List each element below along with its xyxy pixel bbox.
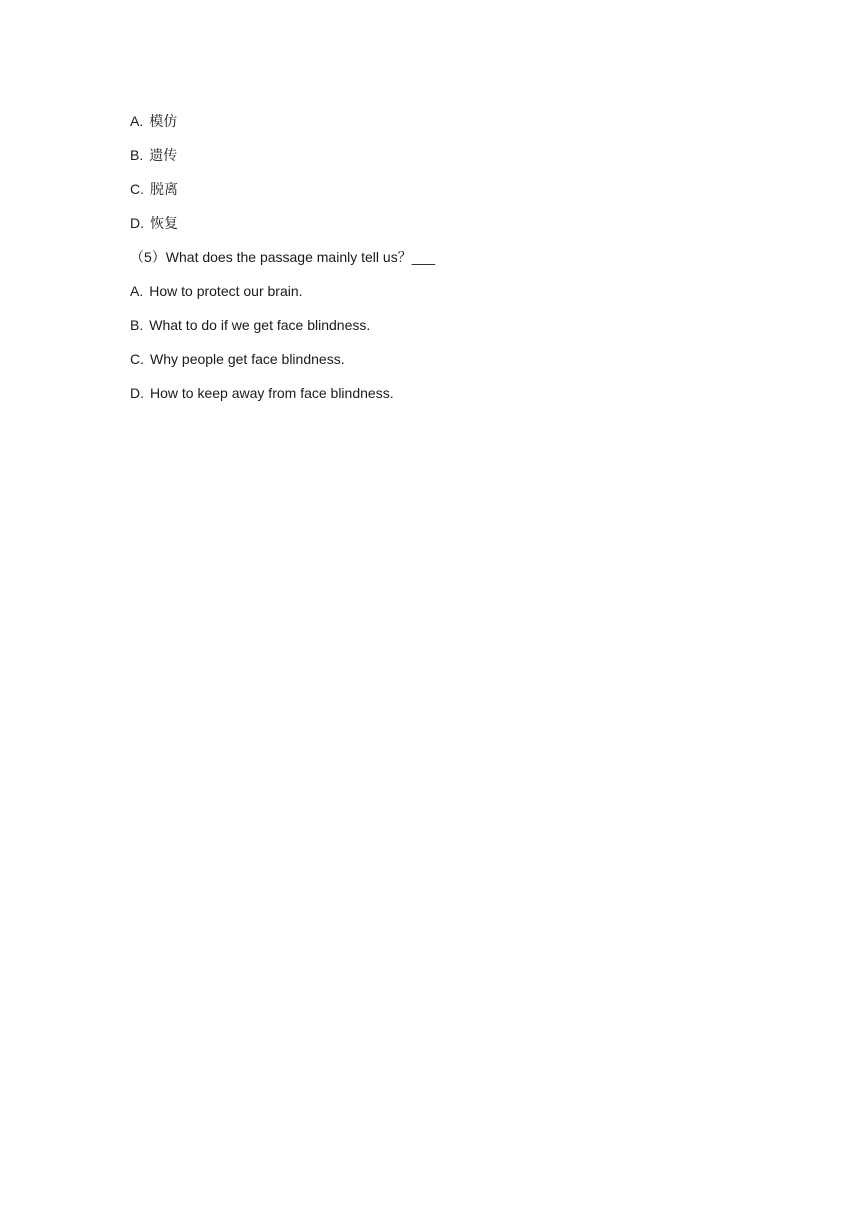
option-separator: . bbox=[139, 113, 144, 129]
option-letter: D bbox=[130, 385, 141, 401]
option-text: What to do if we get face blindness. bbox=[149, 317, 371, 333]
option-separator: . bbox=[140, 215, 145, 231]
option-text: 遗传 bbox=[149, 148, 178, 164]
option-text: 恢复 bbox=[150, 216, 179, 232]
option-letter: A bbox=[130, 283, 140, 299]
option-separator: . bbox=[140, 351, 145, 367]
option-letter: A bbox=[130, 113, 140, 129]
option-separator: . bbox=[140, 385, 145, 401]
option-text: 脱离 bbox=[150, 182, 179, 198]
option-d bbox=[130, 212, 750, 234]
option-separator: . bbox=[139, 147, 144, 163]
q5-option-c bbox=[130, 348, 750, 370]
option-letter: B bbox=[130, 147, 140, 163]
question-5-stem bbox=[130, 246, 750, 268]
option-text: 模仿 bbox=[149, 114, 178, 130]
option-text: How to keep away from face blindness. bbox=[150, 385, 394, 401]
option-separator: . bbox=[140, 181, 145, 197]
option-letter: B bbox=[130, 317, 140, 333]
option-separator: . bbox=[139, 283, 144, 299]
option-text: Why people get face blindness. bbox=[150, 351, 345, 367]
option-letter: C bbox=[130, 181, 141, 197]
option-c bbox=[130, 178, 750, 200]
question-content bbox=[130, 110, 750, 416]
option-letter: C bbox=[130, 351, 141, 367]
q5-option-a bbox=[130, 280, 750, 302]
option-a bbox=[130, 110, 750, 132]
question-stem-text: （5）What does the passage mainly tell us？___ bbox=[130, 249, 436, 265]
option-letter: D bbox=[130, 215, 141, 231]
option-text: How to protect our brain. bbox=[149, 283, 303, 299]
option-separator: . bbox=[139, 317, 144, 333]
option-b bbox=[130, 144, 750, 166]
q5-option-b bbox=[130, 314, 750, 336]
q5-option-d bbox=[130, 382, 750, 404]
